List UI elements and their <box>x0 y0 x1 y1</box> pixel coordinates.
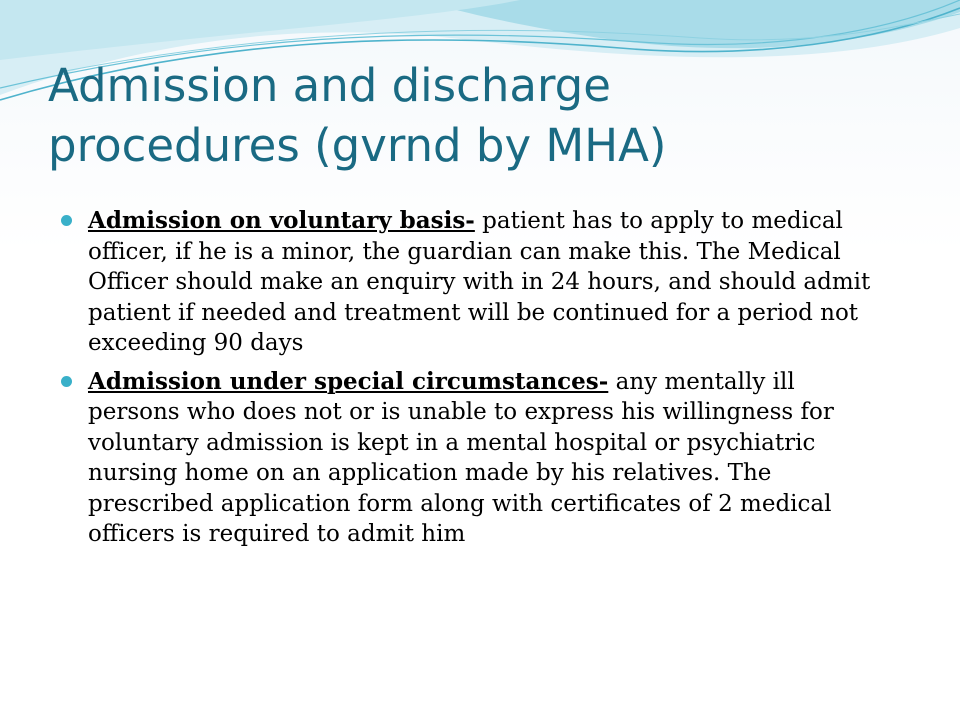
bullet-text: patient has to apply to medical officer, if he is a minor, the guardian can make this. The Medical Officer should make an enquiry with in 24 hours, and should admit patient if needed and treatment will be continued for a period not exceeding 90 days <box>88 208 871 356</box>
bullet-list <box>60 206 890 558</box>
bullet-dot-icon <box>61 376 72 387</box>
bullet-text: any mentally ill persons who does not or is unable to express his willingness for voluntary admission is kept in a mental hospital or psychiatric nursing home on an application made by his relatives. The prescribed application form along with certificates of 2 medical officers is required to admit him <box>88 368 834 547</box>
slide-title <box>48 56 928 176</box>
bullet-heading: Admission on voluntary basis- <box>88 207 475 234</box>
title-line-1: Admission and discharge <box>48 59 611 112</box>
title-line-2: procedures (gvrnd by MHA) <box>48 119 667 172</box>
bullet-dot-icon <box>61 215 72 226</box>
bullet-voluntary-admission <box>60 206 890 359</box>
bullet-heading: Admission under special circumstances- <box>88 367 609 395</box>
bullet-special-circumstances <box>60 367 890 550</box>
